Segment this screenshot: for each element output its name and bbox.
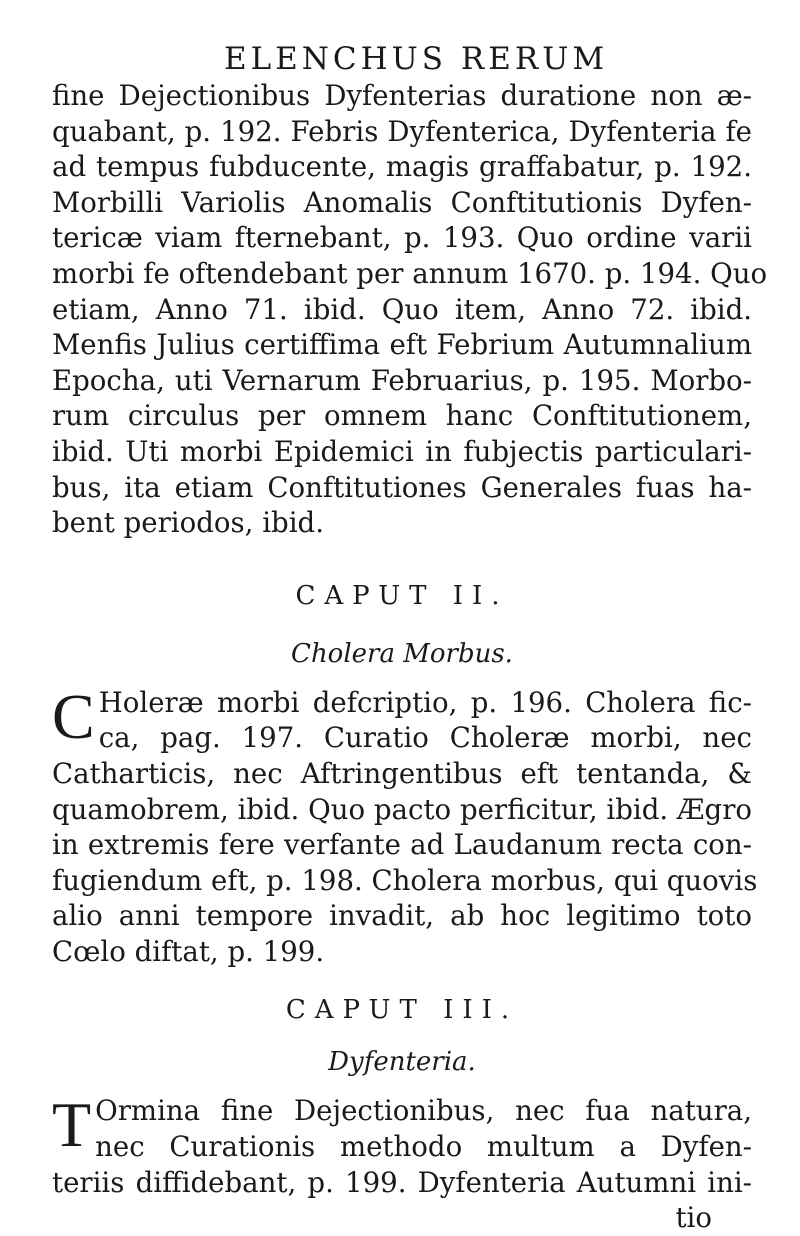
caput-3-title: Dyfenteria. <box>328 1047 476 1078</box>
page <box>52 40 768 1236</box>
text-line: bus, ita etiam Conftitutiones Generales fuas ha- <box>52 470 752 504</box>
text-line: etiam, Anno 71. ibid. Quo item, Anno 72. ibid. <box>52 292 752 326</box>
text-line: fine Dejectionibus Dyfenterias duratione non æ- <box>52 79 752 112</box>
text-line: quamobrem, ibid. Quo pacto perficitur, ibid. Ægro <box>52 792 752 826</box>
running-head: ELENCHUS RERUM <box>223 41 609 77</box>
text-line: nec Curationis methodo multum a Dyfen- <box>95 1130 752 1164</box>
text-line: Holeræ morbi defcriptio, p. 196. Cholera fic- <box>98 685 752 719</box>
text-line: alio anni tempore invadit, ab hoc legitimo toto <box>52 899 752 933</box>
caput-2-paragraph <box>52 680 758 970</box>
caput-2-section <box>52 579 758 970</box>
text-line: ibid. Uti morbi Epidemici in fubjectis particulari- <box>52 434 752 468</box>
text-line: fugiendum eft, p. 198. Cholera morbus, qui quovis <box>52 863 758 897</box>
text-line: teriis diffidebant, p. 199. Dyfenteria Autumni ini- <box>52 1165 752 1199</box>
caput-2-title: Cholera Morbus. <box>291 638 513 669</box>
text-line: Morbilli Variolis Anomalis Conftitutionis Dyfen- <box>52 185 752 219</box>
text-line: ca, pag. 197. Curatio Choleræ morbi, nec <box>98 721 752 755</box>
caput-3-paragraph <box>52 1089 752 1235</box>
caput-2-heading: CAPUT II. <box>295 580 509 611</box>
catchword: tio <box>675 1201 712 1235</box>
text-line: Epocha, uti Vernarum Februarius, p. 195. Morbo- <box>52 363 752 397</box>
text-line: in extremis fere verfante ad Laudanum recta con- <box>52 828 752 862</box>
text-line: morbi fe oftendebant per annum 1670. p. 194. Quo <box>52 256 768 290</box>
caput-3-heading: CAPUT III. <box>285 995 519 1026</box>
text-line: Menfis Julius certiffima eft Febrium Autumnalium <box>52 328 752 362</box>
text-line: Catharticis, nec Aftringentibus eft tentanda, & <box>52 756 752 790</box>
text-line: tericæ viam fternebant, p. 193. Quo ordine varii <box>52 221 752 255</box>
text-line: Cœlo diftat, p. 199. <box>52 934 325 968</box>
text-line: rum circulus per omnem hanc Conftitutionem, <box>52 399 752 433</box>
text-line: bent periodos, ibid. <box>52 506 324 540</box>
caput-3-section <box>52 993 752 1235</box>
intro-paragraph <box>52 78 768 541</box>
text-line: ad tempus fubducente, magis graffabatur, p. 192. <box>52 150 752 184</box>
text-line: Ormina fine Dejectionibus, nec fua natura, <box>95 1094 752 1128</box>
text-line: quabant, p. 192. Febris Dyfenterica, Dyfenteria fe <box>52 114 752 148</box>
drop-cap: C <box>52 680 95 752</box>
drop-cap: T <box>52 1089 92 1161</box>
